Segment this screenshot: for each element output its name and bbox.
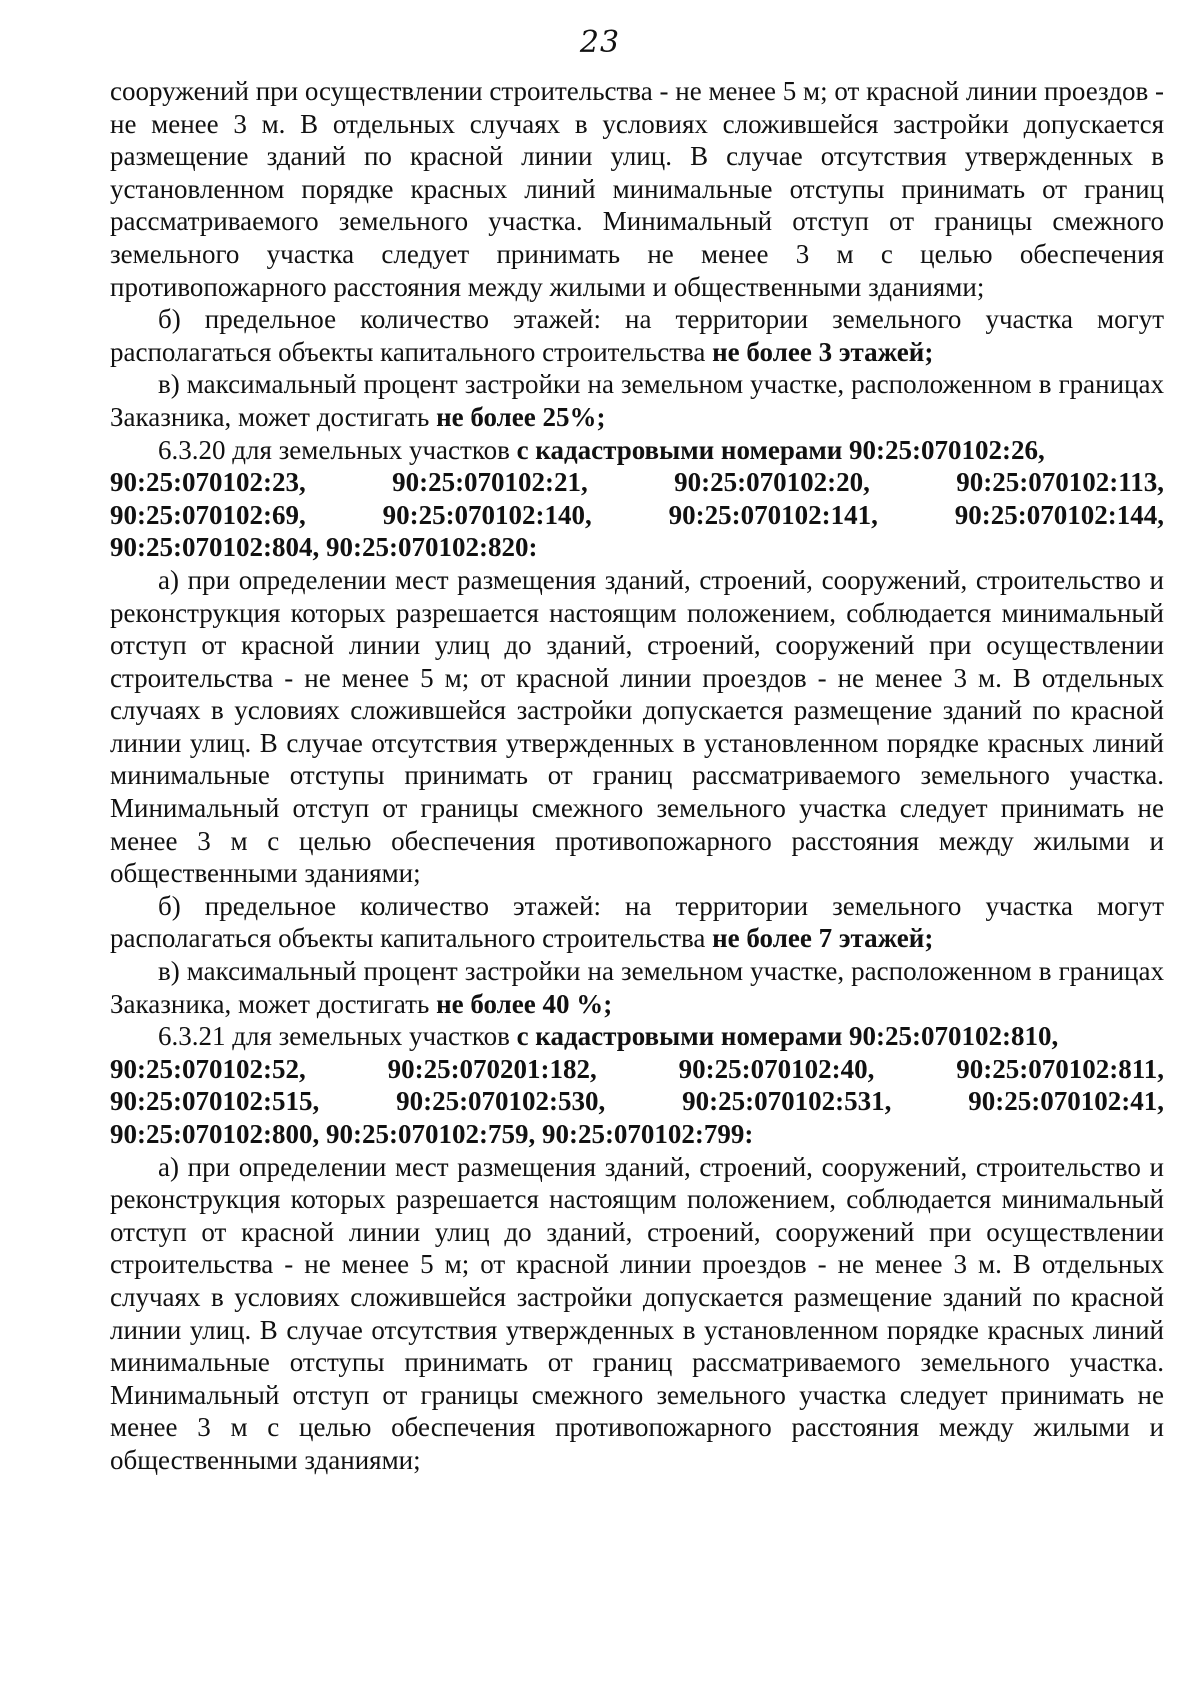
- section-6-3-20-bold-lead: с кадастровыми номерами 90:25:070102:26,: [516, 434, 1045, 465]
- coverage-text: в) максимальный процент застройки на земельном участке, расположенном в границах Заказника, может достигать: [110, 956, 1164, 1019]
- floors-text: б) предельное количество этажей: на территории земельного участка могут располагаться объекты капитального строительства: [110, 890, 1164, 954]
- cadastral-number: 90:25:070102:144,: [954, 499, 1164, 530]
- cadastral-row-last: 90:25:070102:800, 90:25:070102:759, 90:25:070102:799:: [110, 1119, 754, 1149]
- cadastral-number: 90:25:070102:531,: [682, 1086, 892, 1117]
- floors-limit-value: не более 7 этажей;: [712, 923, 934, 954]
- cadastral-number: 90:25:070102:21,: [392, 467, 588, 498]
- cadastral-number: 90:25:070102:140,: [382, 499, 592, 530]
- cadastral-row: [110, 499, 1164, 532]
- cadastral-number: 90:25:070102:141,: [668, 499, 878, 530]
- section-6-3-21: [110, 1020, 1164, 1476]
- section-6-3-21-bold-lead: с кадастровыми номерами 90:25:070102:810,: [516, 1021, 1059, 1052]
- coverage-limit-value: не более 40 %;: [436, 988, 613, 1019]
- floors-text: б) предельное количество этажей: на территории земельного участка могут располагаться объекты капитального строительства: [110, 304, 1164, 367]
- cadastral-number: 90:25:070102:23,: [110, 467, 306, 498]
- coverage-text: в) максимальный процент застройки на земельном участке, расположенном в границах Заказника, может достигать: [110, 369, 1164, 432]
- section-6-3-20-item-a: а) при определении мест размещения зданий, строений, сооружений, строительство и реконструкция которых разрешается настоящим положением, соблюдается минимальный отступ от красной линии улиц до зданий, строений, сооружений при осуществлении строительства - не менее 5 м; от красной линии проездов - не менее 3 м. В отдельных случаях в условиях сложившейся застройки допускается размещение зданий по красной линии улиц. В случае отсутствия утвержденных в установленном порядке красных линий минимальные отступы принимать от границ рассматриваемого земельного участка. Минимальный отступ от границы смежного земельного участка следует принимать не менее 3 м с целью обеспечения противопожарного расстояния между жилыми и общественными зданиями;: [110, 564, 1164, 889]
- cadastral-row: [110, 1085, 1164, 1118]
- cadastral-row: [110, 466, 1164, 499]
- page-number: 23: [579, 25, 621, 60]
- cadastral-number: 90:25:070102:113,: [956, 467, 1164, 498]
- cadastral-row: [110, 1053, 1164, 1086]
- cadastral-row-last: 90:25:070102:804, 90:25:070102:820:: [110, 532, 538, 563]
- section-6-3-21-heading: [110, 1020, 1164, 1053]
- cadastral-number: 90:25:070102:811,: [956, 1053, 1164, 1084]
- document-body: [110, 75, 1164, 1477]
- coverage-limit-value: не более 25%;: [436, 401, 606, 432]
- cadastral-number: 90:25:070102:530,: [396, 1086, 606, 1117]
- cadastral-number: 90:25:070102:52,: [110, 1053, 306, 1084]
- cadastral-number: 90:25:070102:40,: [678, 1053, 875, 1084]
- section-6-3-20: [110, 434, 1164, 1021]
- section-6-3-21-item-a: а) при определении мест размещения зданий, строений, сооружений, строительство и реконструкция которых разрешается настоящим положением, соблюдается минимальный отступ от красной линии улиц до зданий, строений, сооружений при осуществлении строительства - не менее 5 м; от красной линии проездов - не менее 3 м. В отдельных случаях в условиях сложившейся застройки допускается размещение зданий по красной линии улиц. В случае отсутствия утвержденных в установленном порядке красных линий минимальные отступы принимать от границ рассматриваемого земельного участка. Минимальный отступ от границы смежного земельного участка следует принимать не менее 3 м с целью обеспечения противопожарного расстояния между жилыми и общественными зданиями;: [110, 1151, 1164, 1475]
- cadastral-number: 90:25:070102:515,: [110, 1086, 320, 1117]
- cadastral-number: 90:25:070102:41,: [968, 1086, 1164, 1117]
- cadastral-number: 90:25:070102:69,: [110, 499, 306, 530]
- cadastral-number: 90:25:070201:182,: [387, 1053, 597, 1084]
- section-6-3-20-heading: [110, 434, 1164, 467]
- section-6-3-20-item-b: [110, 890, 1164, 955]
- paragraph-floors-limit: [110, 303, 1164, 368]
- section-6-3-20-item-c: [110, 955, 1164, 1020]
- section-6-3-21-lead: 6.3.21 для земельных участков: [158, 1021, 517, 1052]
- paragraph-coverage-limit: [110, 368, 1164, 433]
- cadastral-number: 90:25:070102:20,: [674, 467, 870, 498]
- paragraph-continuation: сооружений при осуществлении строительства - не менее 5 м; от красной линии проездов - не менее 3 м. В отдельных случаях в условиях сложившейся застройки допускается размещение зданий по красной линии улиц. В случае отсутствия утвержденных в установленном порядке красных линий минимальные отступы принимать от границ рассматриваемого земельного участка. Минимальный отступ от границы смежного земельного участка следует принимать не менее 3 м с целью обеспечения противопожарного расстояния между жилыми и общественными зданиями;: [110, 76, 1164, 302]
- section-6-3-20-lead: 6.3.20 для земельных участков: [158, 434, 517, 465]
- floors-limit-value: не более 3 этажей;: [712, 336, 934, 367]
